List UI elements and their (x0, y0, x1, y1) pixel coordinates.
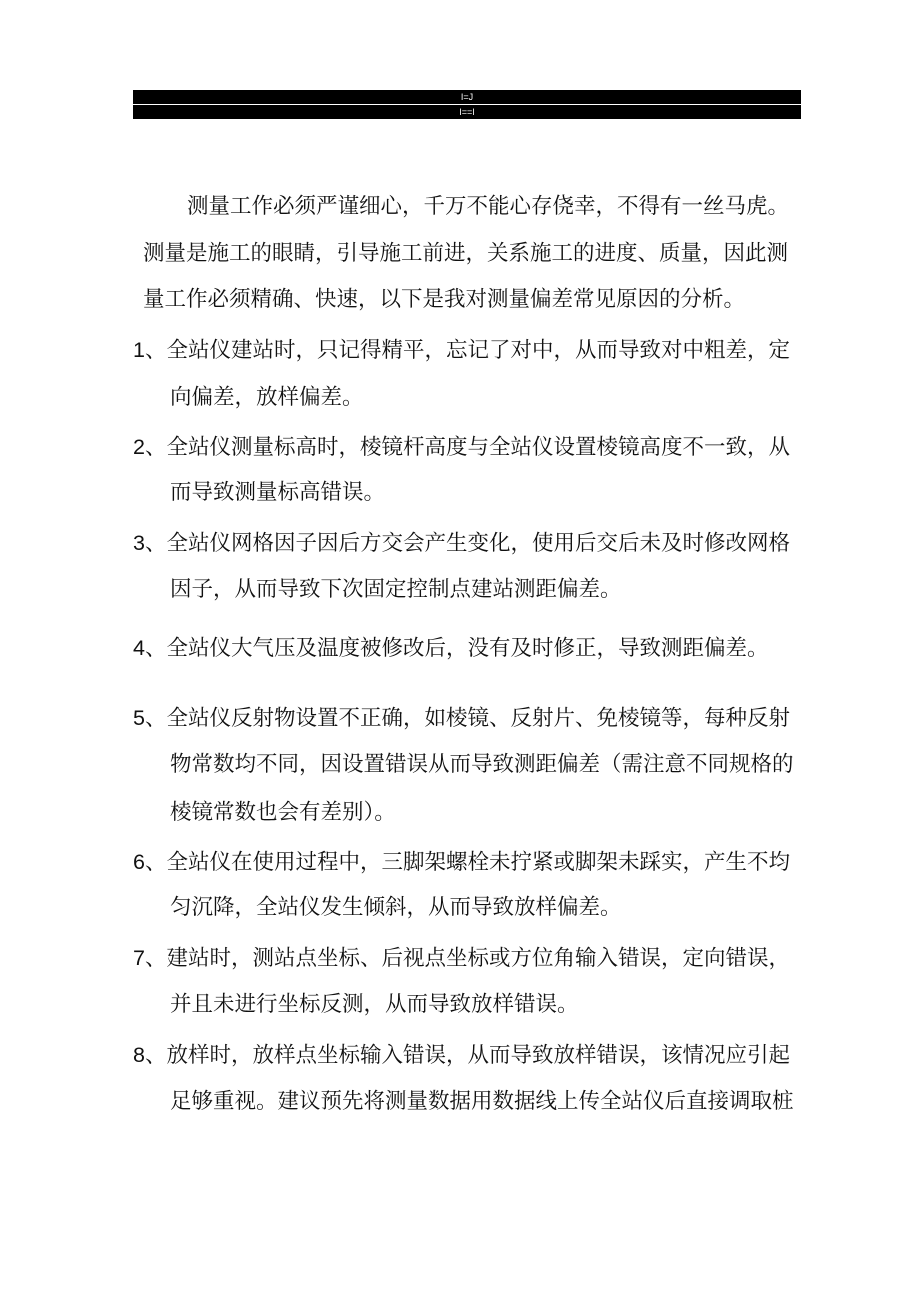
item-text: 、全站仪建站时，只记得精平，忘记了对中，从而导致对中粗差，定 (144, 338, 790, 363)
list-item-continuation: 匀沉降，全站仪发生倾斜，从而导致放样偏差。 (170, 895, 622, 920)
item-number: 6 (133, 850, 145, 874)
list-item (133, 705, 790, 732)
item-number: 7 (133, 946, 145, 970)
item-number: 3 (133, 531, 145, 555)
list-item-continuation: 并且未进行坐标反测，从而导致放样错误。 (170, 992, 579, 1017)
list-item (133, 434, 790, 461)
item-text: 、放样时，放样点坐标输入错误，从而导致放样错误，该情况应引起 (144, 1043, 790, 1068)
list-item (133, 849, 790, 876)
item-number: 1 (133, 338, 145, 362)
list-item (133, 945, 790, 972)
item-text: 、全站仪网格因子因后方交会产生变化，使用后交后未及时修改网格 (144, 531, 790, 556)
list-item-continuation: 棱镜常数也会有差别）。 (170, 800, 396, 825)
list-item-continuation: 向偏差，放样偏差。 (170, 385, 364, 410)
item-text: 、全站仪测量标高时，棱镜杆高度与全站仪设置棱镜高度不一致，从 (144, 435, 790, 460)
item-number: 2 (133, 435, 145, 459)
list-item (133, 1042, 790, 1069)
item-text: 、全站仪在使用过程中，三脚架螺栓未拧紧或脚架未踩实，产生不均 (144, 850, 790, 875)
list-item (133, 530, 790, 557)
item-number: 5 (133, 706, 145, 730)
item-text: 、全站仪大气压及温度被修改后，没有及时修正，导致测距偏差。 (144, 636, 769, 661)
item-text: 、建站时，测站点坐标、后视点坐标或方位角输入错误，定向错误， (144, 946, 790, 971)
list-item-continuation: 足够重视。建议预先将测量数据用数据线上传全站仪后直接调取桩 (170, 1089, 794, 1114)
item-number: 4 (133, 636, 145, 660)
list-item (133, 337, 790, 364)
header-bar-2: I==I (133, 105, 801, 119)
list-item-continuation: 因子，从而导致下次固定控制点建站测距偏差。 (170, 577, 622, 602)
item-text: 、全站仪反射物设置不正确，如棱镜、反射片、免棱镜等，每种反射 (144, 706, 790, 731)
list-item (133, 635, 768, 662)
list-item-continuation: 而导致测量标高错误。 (170, 480, 386, 505)
item-number: 8 (133, 1043, 145, 1067)
list-item-continuation: 物常数均不同，因设置错误从而导致测距偏差（需注意不同规格的 (170, 752, 794, 777)
intro-line: 测量工作必须严谨细心，千万不能心存侥幸，不得有一丝马虎。 (187, 194, 790, 219)
intro-line: 量工作必须精确、快速，以下是我对测量偏差常见原因的分析。 (143, 287, 746, 312)
intro-line: 测量是施工的眼睛，引导施工前进，关系施工的进度、质量，因此测 (143, 241, 789, 266)
header-bar-1: I=J (133, 90, 801, 104)
